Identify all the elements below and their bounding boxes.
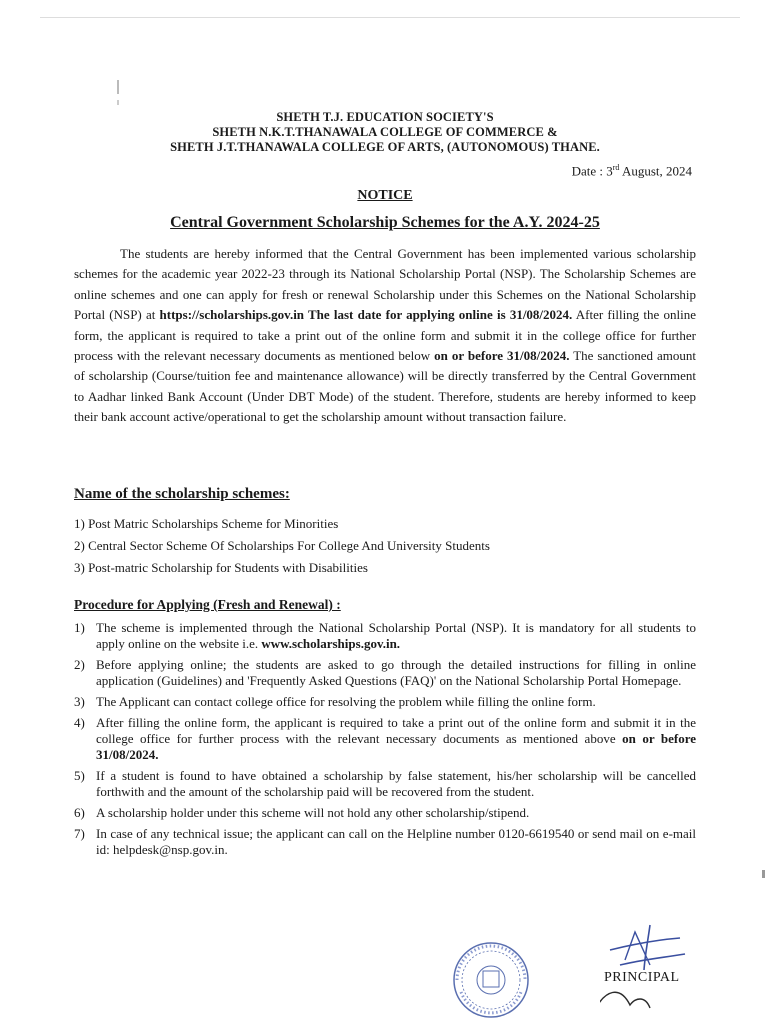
scan-speck [762, 870, 765, 878]
procedure-item: 1) The scheme is implemented through the National Scholarship Portal (NSP). It is mandatory for all students to apply online on the website i.e. www.scholarships.gov.in. [74, 620, 696, 651]
scan-line [40, 17, 740, 18]
society-name: SHETH T.J. EDUCATION SOCIETY'S [276, 110, 494, 124]
college-commerce-name: SHETH N.K.T.THANAWALA COLLEGE OF COMMERCE & [212, 125, 558, 139]
procedure-item: 7) In case of any technical issue; the applicant can call on the Helpline number 0120-6619540 or send mail on e-mail id: helpdesk@nsp.gov.in. [74, 826, 696, 857]
scan-speck [117, 80, 119, 94]
procedure-heading: Procedure for Applying (Fresh and Renewal) : [74, 597, 341, 612]
procedure-item: 6) A scholarship holder under this scheme will not hold any other scholarship/stipend. [74, 805, 530, 820]
intro-paragraph: The students are hereby informed that the Central Government has been implemented various scholarship schemes for the academic year 2022-23 through its National Scholarship Portal (NSP). The Scholarship Schemes are online schemes and one can apply for fresh or renewal Scholarship under this Schemes on the National Scholarship Portal (NSP) at https://scholarships.gov.in The last date for applying online is 31/08/2024. After filling the online form, the applicant is required to take a print out of the online form and submit it in the college office for further process with the relevant necessary documents as mentioned below on or before 31/08/2024. The sanctioned amount of scholarship (Course/tuition fee and maintenance allowance) will be directly transferred by the Central Government to Aadhar linked Bank Account (Under DBT Mode) of the student. Therefore, students are hereby informed to keep their bank account active/operational to get the scholarship amount without transaction failure. [74, 246, 697, 425]
scheme-item: 2) Central Sector Scheme Of Scholarships For College And University Students [74, 538, 490, 553]
notice-subject: Central Government Scholarship Schemes for the A.Y. 2024-25 [170, 214, 600, 231]
scan-speck [117, 100, 119, 105]
procedure-item: 4) After filling the online form, the applicant is required to take a print out of the online form and submit it in the college office for further process with the relevant necessary documents as mentioned above on or before 31/08/2024. [74, 715, 696, 762]
schemes-heading: Name of the scholarship schemes: [74, 486, 290, 502]
notice-date: Date : 3rd August, 2024 [571, 163, 692, 179]
procedure-list [74, 620, 696, 863]
procedure-item: 3) The Applicant can contact college office for resolving the problem while filling the online form. [74, 694, 596, 709]
procedure-item: 5) If a student is found to have obtained a scholarship by false statement, his/her scholarship will be cancelled forthwith and the amount of the scholarship paid will be recovered from the student. [74, 768, 696, 799]
procedure-item: 2) Before applying online; the students are asked to go through the detailed instructions for filling in online application (Guidelines) and 'Frequently Asked Questions (FAQ)' on the National Scholarship Portal Homepage. [74, 657, 696, 688]
portal-url: https://scholarships.gov.in [159, 307, 305, 323]
college-arts-name: SHETH J.T.THANAWALA COLLEGE OF ARTS, (AUTONOMOUS) THANE. [170, 140, 600, 154]
scheme-item: 1) Post Matric Scholarships Scheme for Minorities [74, 516, 339, 531]
schemes-list [74, 513, 694, 579]
principal-title: PRINCIPAL [604, 970, 680, 985]
notice-title: NOTICE [357, 188, 413, 203]
deadline: on or before 31/08/2024. [434, 348, 570, 364]
college-seal-stamp [445, 940, 537, 1020]
scheme-item: 3) Post-matric Scholarship for Students with Disabilities [74, 560, 368, 575]
last-date-statement: The last date for applying online is 31/08/2024. [304, 307, 573, 323]
